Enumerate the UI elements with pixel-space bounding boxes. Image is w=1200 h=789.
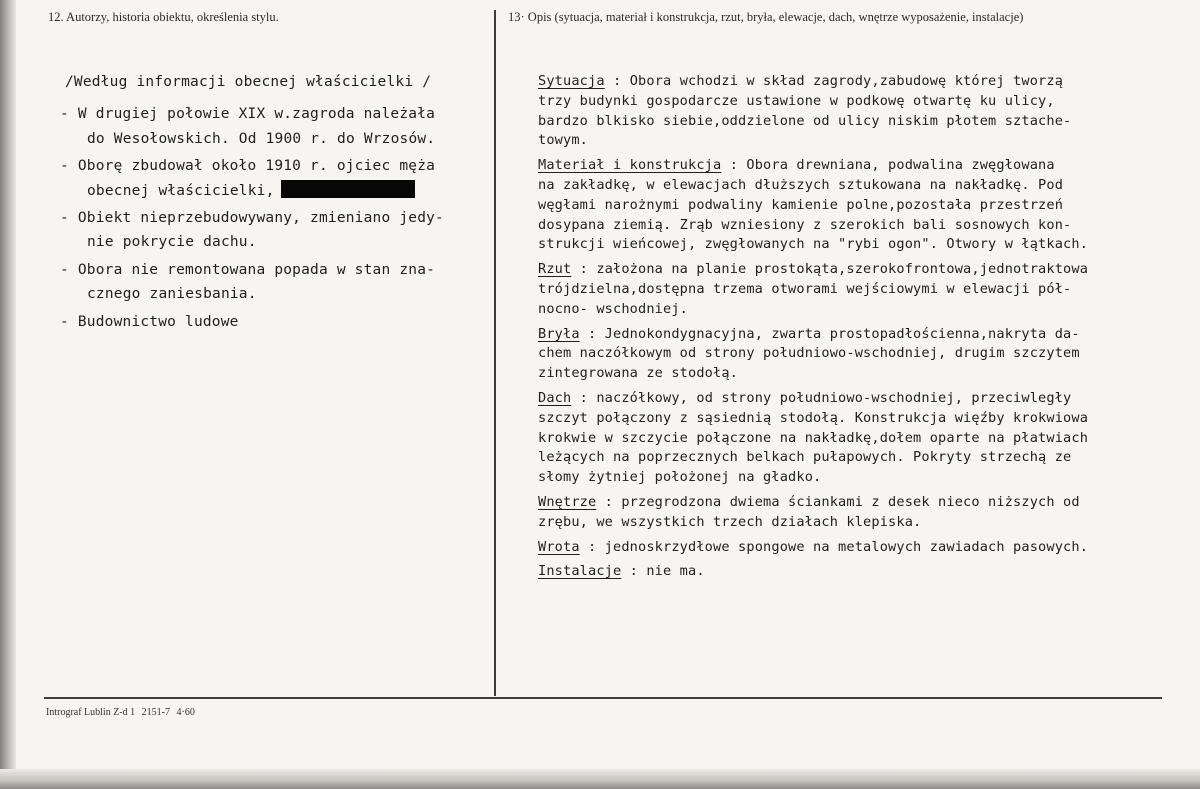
- history-item: [60, 154, 490, 203]
- section-label: Wrota: [538, 538, 580, 555]
- history-line: - Oborę zbudował około 1910 r. ojciec męża: [60, 158, 436, 175]
- paragraph-line: : założona na planie prostokąta,szerokofrontowa,jednotraktowa: [571, 261, 1089, 278]
- section-label: Dach: [538, 389, 572, 406]
- section-label: Rzut: [538, 261, 572, 278]
- history-item: [60, 258, 490, 307]
- imprint-publisher: Intrograf Lublin Z-d 1: [46, 707, 136, 718]
- redaction-bar: [281, 180, 415, 198]
- section-label: Wnętrze: [538, 493, 597, 510]
- field-12-header: 12. Autorzy, historia obiektu, określenia stylu.: [48, 10, 279, 24]
- description-section: [538, 72, 1198, 587]
- paragraph-line: : nie ma.: [621, 563, 705, 580]
- paragraph-line: słomy żytniej położonej na gładko.: [538, 469, 822, 486]
- history-line: do Wesołowskich. Od 1900 r. do Wrzosów.: [87, 130, 436, 147]
- paragraph-line: węgłami narożnymi podwaliny kamienie polne,pozostała przestrzeń: [538, 196, 1064, 213]
- history-item: [60, 206, 490, 255]
- printer-imprint: [46, 707, 199, 718]
- imprint-code: 2151-7: [141, 707, 170, 718]
- paragraph-dach: [538, 389, 1198, 488]
- paragraph-line: strukcji wieńcowej, zwęgłowanych na "rybi ogon". Otwory w łątkach.: [538, 236, 1089, 253]
- history-line: - Obiekt nieprzebudowywany, zmieniano jedy-: [60, 210, 444, 227]
- column-divider: [494, 10, 496, 696]
- section-label: Bryła: [538, 325, 580, 342]
- section-label: Materiał i konstrukcja: [538, 157, 722, 174]
- paragraph-line: : Jednokondygnacyjna, zwarta prostopadłościenna,nakryta da-: [579, 325, 1080, 342]
- paragraph-line: : przegrodzona dwiema ściankami z desek nieco niższych od: [596, 493, 1080, 510]
- footer-rule: [44, 697, 1162, 699]
- history-item: [60, 102, 490, 151]
- imprint-date: 4·60: [176, 707, 195, 718]
- card-bottom-shadow: [0, 769, 1200, 789]
- paragraph-line: zrębu, we wszystkich trzech działach klepiska.: [538, 513, 922, 530]
- history-line: - Obora nie remontowana popada w stan zna-: [60, 261, 436, 278]
- paragraph-material: [538, 156, 1198, 255]
- paragraph-line: krokwie w szczycie połączone na nakładkę,dołem oparte na płatwiach: [538, 429, 1089, 446]
- field-13-header: 13· Opis (sytuacja, materiał i konstrukcja, rzut, bryła, elewacje, dach, wnętrze wyposażenie, instalacje): [508, 10, 1024, 24]
- paragraph-bryla: [538, 325, 1198, 384]
- paragraph-line: : naczółkowy, od strony południowo-wschodniej, przeciwległy: [571, 389, 1072, 406]
- paragraph-line: leżących na poprzecznych belkach pułapowych. Pokryty strzechą ze: [538, 449, 1072, 466]
- section-label: Instalacje: [538, 563, 622, 580]
- history-line-text: obecnej właścicielki,: [87, 182, 275, 199]
- source-note: /Według informacji obecnej właścicielki /: [65, 74, 432, 90]
- history-line: - Budownictwo ludowe: [60, 313, 239, 330]
- paragraph-line: : Obora wchodzi w skład zagrody,zabudowę której tworzą: [604, 73, 1064, 89]
- section-label: Sytuacja: [538, 73, 605, 89]
- paragraph-line: towym.: [538, 132, 589, 149]
- paragraph-line: na zakładkę, w elewacjach dłuższych sztukowana na nakładkę. Pod: [538, 176, 1064, 193]
- history-line: nie pokrycie dachu.: [87, 234, 257, 251]
- paragraph-line: chem naczółkowym od strony południowo-wschodniej, drugim szczytem: [538, 345, 1080, 362]
- card-edge-shadow: [0, 0, 16, 789]
- paragraph-line: : jednoskrzydłowe spongowe na metalowych zawiadach pasowych.: [579, 538, 1089, 555]
- paragraph-rzut: [538, 260, 1198, 319]
- paragraph-instalacje: [538, 562, 1198, 582]
- paragraph-line: zintegrowana ze stodołą.: [538, 365, 739, 382]
- history-item: [60, 310, 490, 334]
- paragraph-line: szczyt połączony z sąsiednią stodołą. Konstrukcja więźby krokwiowa: [538, 409, 1089, 426]
- paragraph-wnetrze: [538, 493, 1198, 533]
- paragraph-sytuacja: [538, 72, 1198, 151]
- history-line: [60, 179, 490, 203]
- paragraph-line: nocno- wschodniej.: [538, 300, 689, 317]
- paragraph-line: dosypana ziemią. Zrąb wzniesiony z szerokich bali sosnowych kon-: [538, 216, 1072, 233]
- paragraph-line: : Obora drewniana, podwalina zwęgłowana: [721, 157, 1055, 174]
- history-line: cznego zaniesbania.: [87, 286, 257, 303]
- history-section: [60, 70, 490, 337]
- paragraph-wrota: [538, 538, 1198, 558]
- paragraph-line: trójdzielna,dostępna trzema otworami wejściowymi w elewacji pół-: [538, 280, 1072, 297]
- paragraph-line: trzy budynki gospodarcze ustawione w podkowę otwartę ku ulicy,: [538, 92, 1055, 109]
- history-line: - W drugiej połowie XIX w.zagroda należała: [60, 106, 436, 123]
- paragraph-line: bardzo blkisko siebie,oddzielone od ulicy niskim płotem sztache-: [538, 112, 1072, 129]
